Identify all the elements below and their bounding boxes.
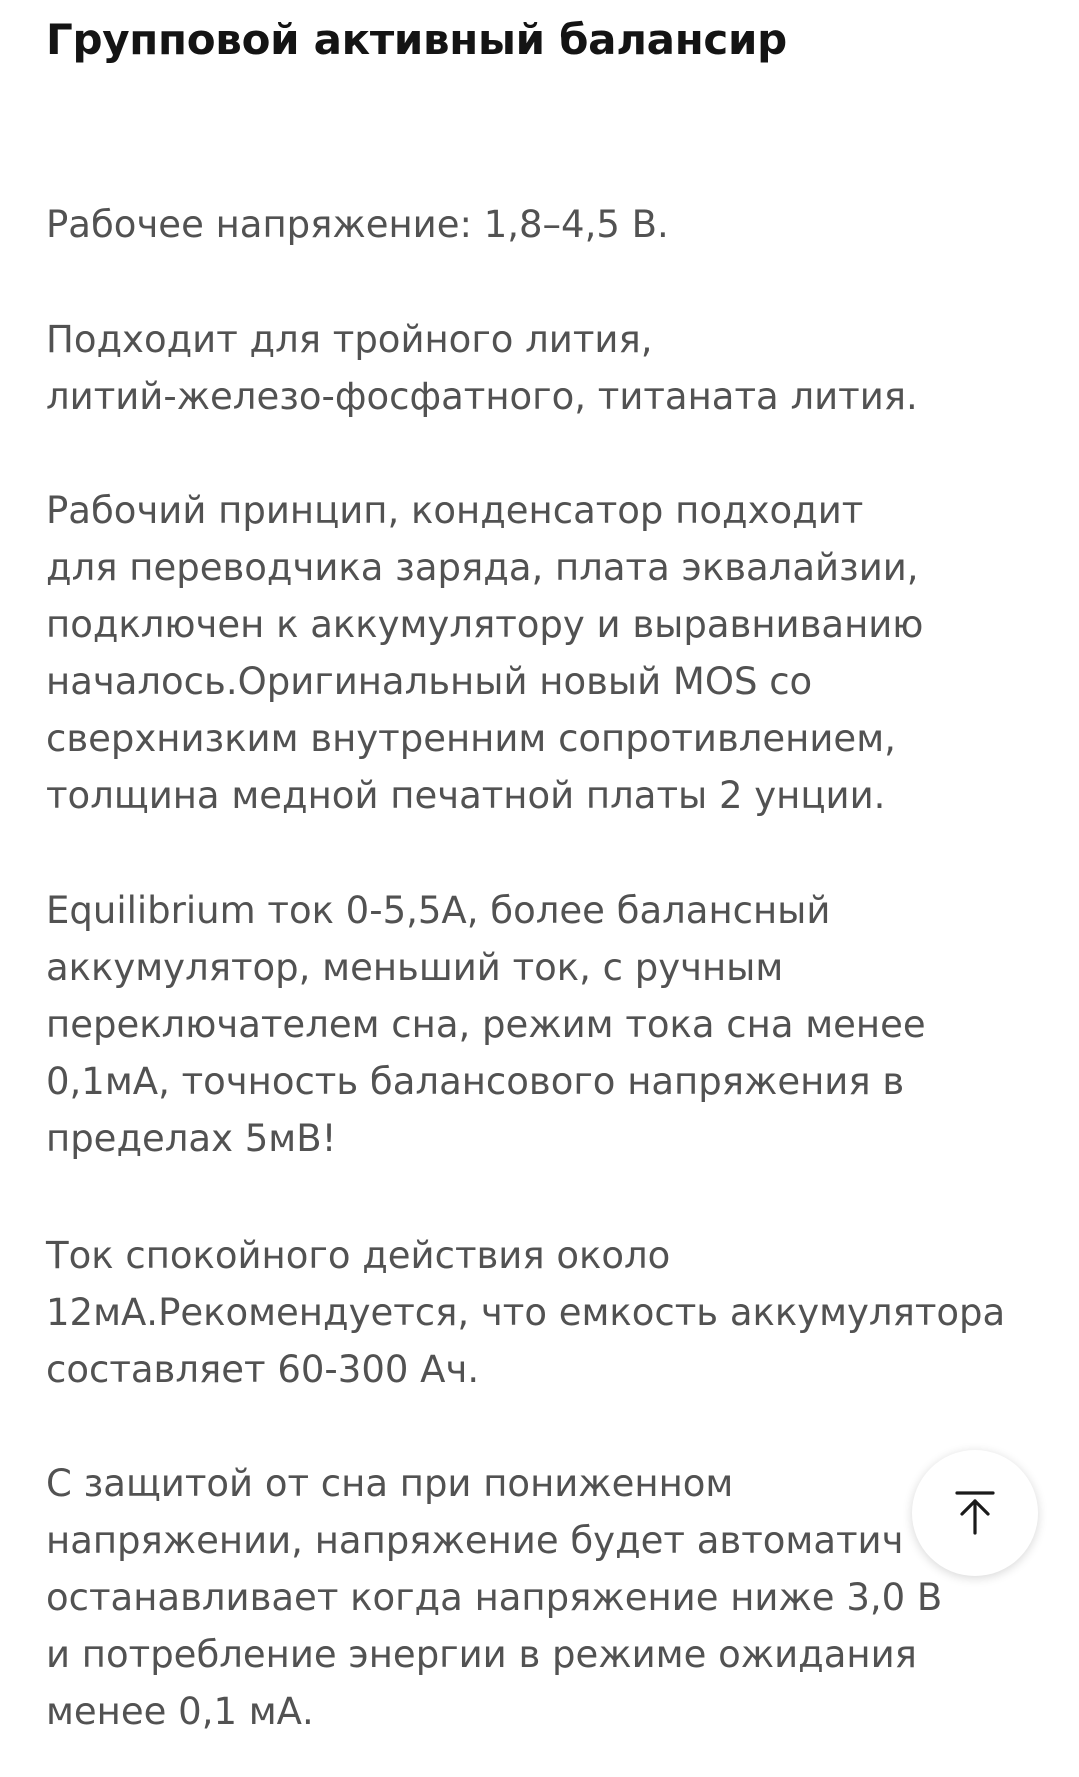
text-line: напряжении, напряжение будет автоматич [46,1519,904,1562]
page-title: Групповой активный балансир [46,15,787,64]
paragraph-current [46,882,926,1167]
text-line: сверхнизким внутренним сопротивлением, [46,717,896,760]
paragraph-voltage [46,196,669,253]
text-line: Рабочее напряжение: 1,8–4,5 В. [46,203,669,246]
text-line: переключателем сна, режим тока сна менее [46,1003,926,1046]
text-line: началось.Оригинальный новый MOS со [46,660,813,703]
text-line: для переводчика заряда, плата эквалайзии, [46,546,919,589]
scroll-to-top-button[interactable] [912,1450,1038,1576]
text-line: и потребление энергии в режиме ожидания [46,1633,917,1676]
text-line: менее 0,1 мА. [46,1690,314,1733]
text-line: 0,1мА, точность балансового напряжения в [46,1060,905,1103]
text-line: аккумулятор, меньший ток, с ручным [46,946,784,989]
text-line: 12мА.Рекомендуется, что емкость аккумулятора [46,1291,1006,1334]
arrow-up-to-top-icon [949,1487,1001,1539]
text-line: Equilibrium ток 0-5,5A, более балансный [46,889,831,932]
text-line: Рабочий принцип, конденсатор подходит [46,489,864,532]
text-line: литий-железо-фосфатного, титаната лития. [46,375,918,418]
text-line: останавливает когда напряжение ниже 3,0 В [46,1576,943,1619]
paragraph-protection [46,1455,942,1740]
text-line: пределах 5мВ! [46,1117,337,1160]
text-line: подключен к аккумулятору и выравниванию [46,603,924,646]
paragraph-compatibility [46,311,918,425]
paragraph-quiescent-current [46,1227,1005,1398]
text-line: составляет 60-300 Ач. [46,1348,480,1391]
text-line: толщина медной печатной платы 2 унции. [46,774,886,817]
text-line: Ток спокойного действия около [46,1234,671,1277]
paragraph-principle [46,482,923,824]
text-line: С защитой от сна при пониженном [46,1462,734,1505]
text-line: Подходит для тройного лития, [46,318,653,361]
